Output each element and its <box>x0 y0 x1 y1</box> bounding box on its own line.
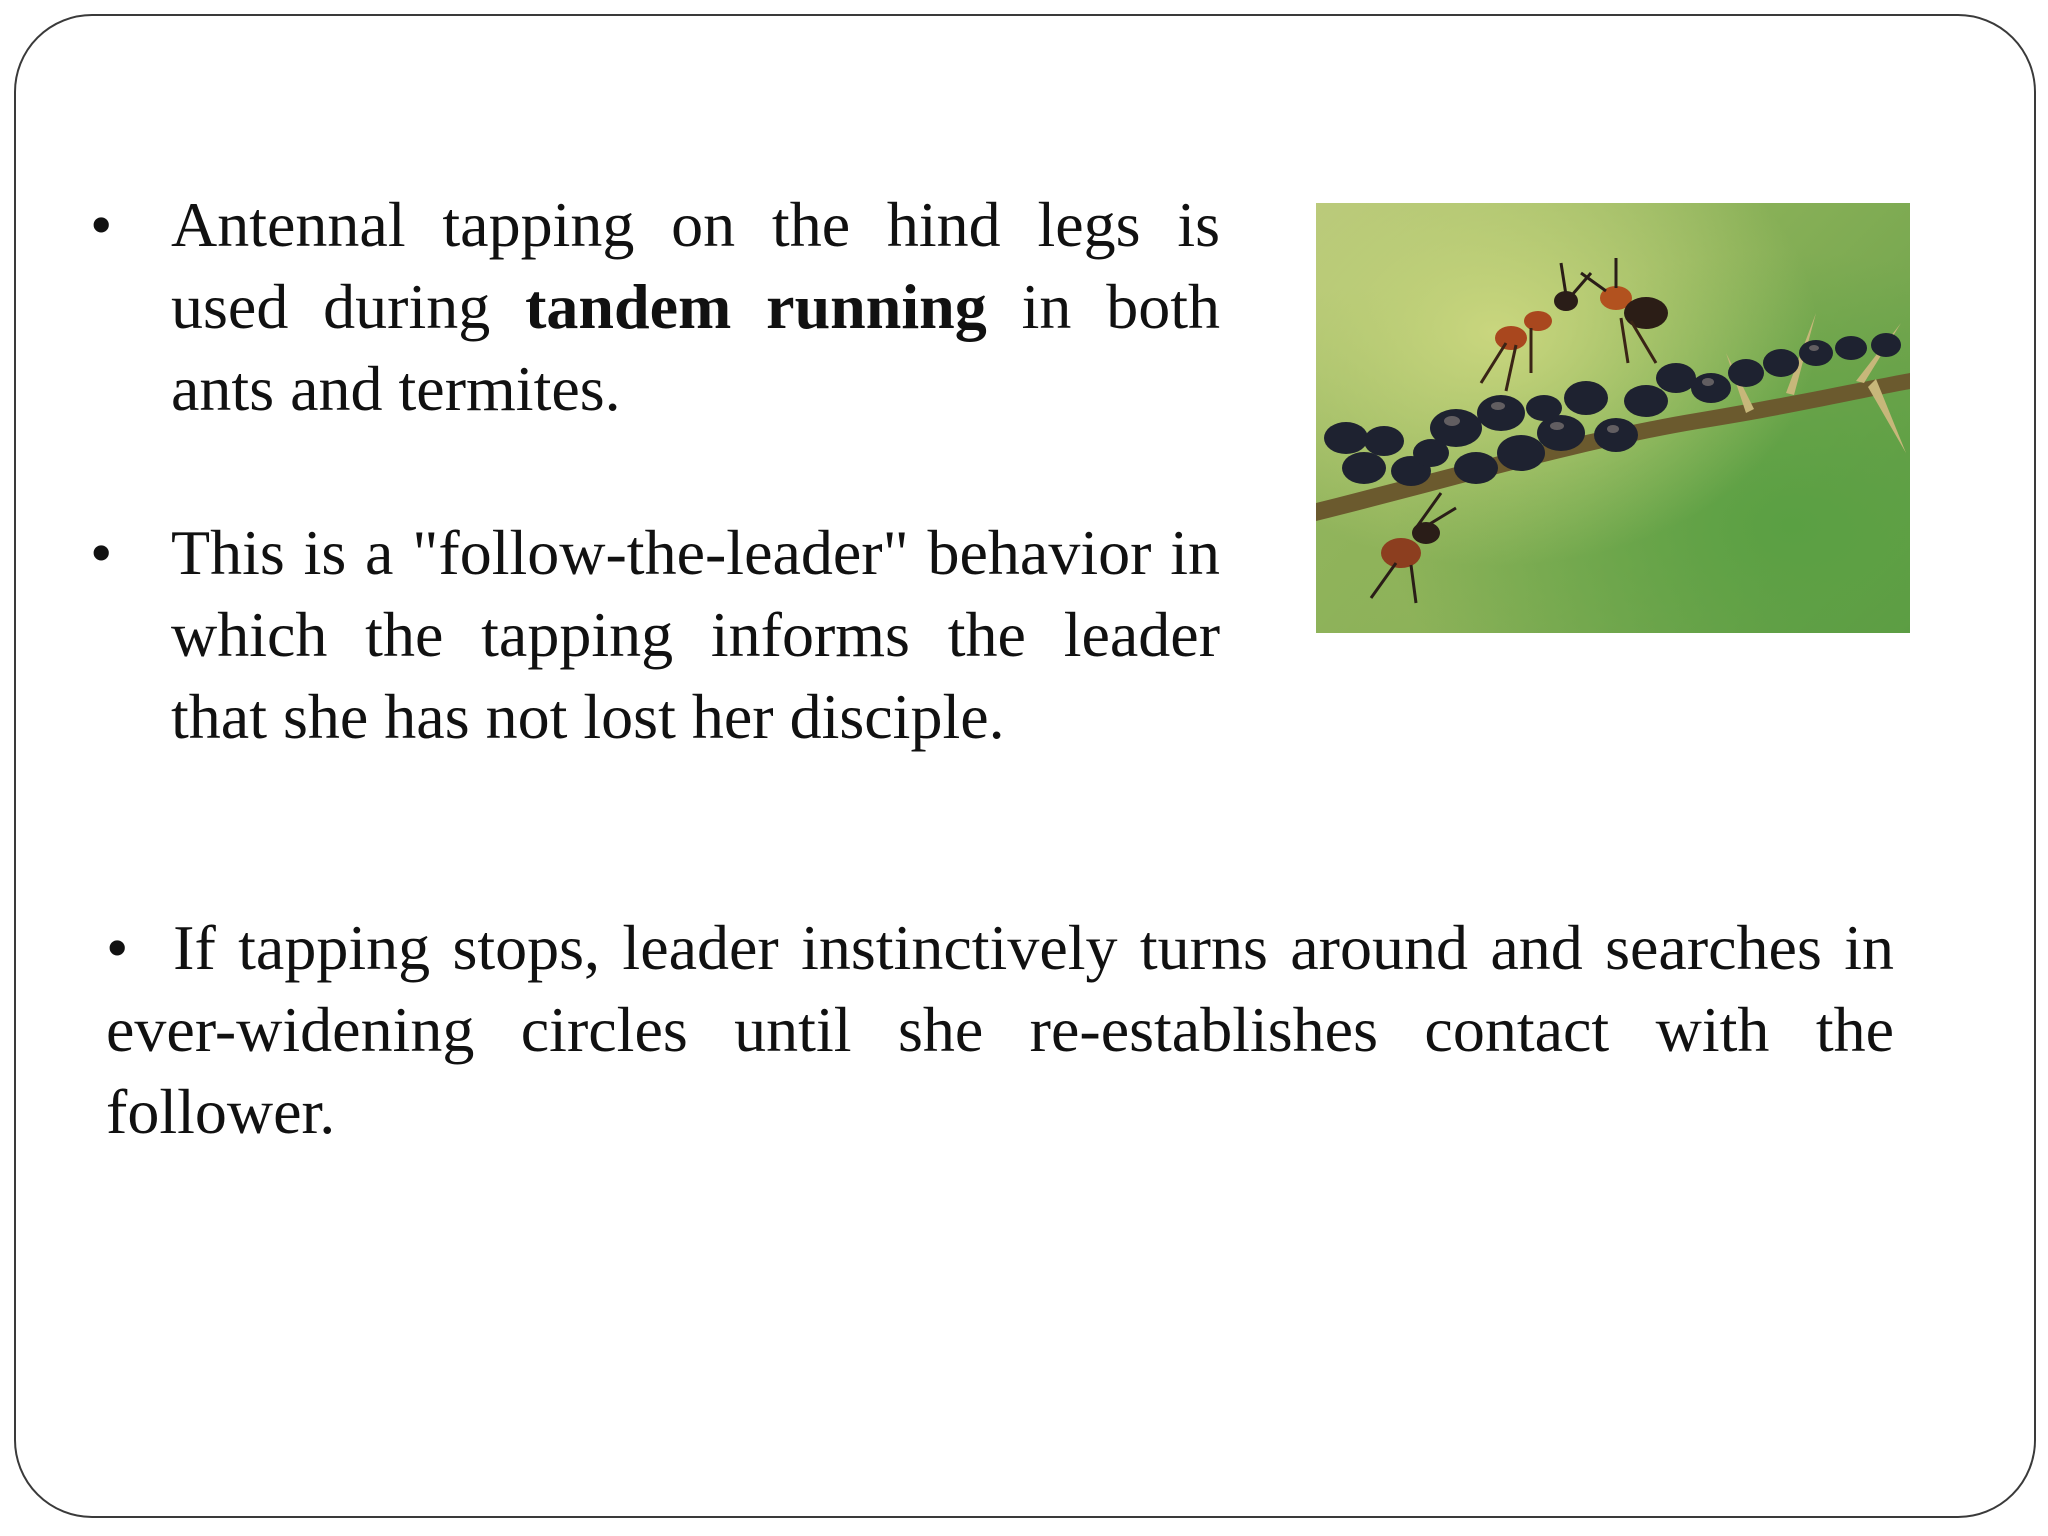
bullet-marker: • <box>106 912 129 983</box>
bullet-1-emphasis: tandem running <box>525 271 987 342</box>
bullet-marker: • <box>90 189 113 260</box>
bullet-3 <box>106 907 1894 1153</box>
bullet-1-text-a: Antennal tapping on the hind legs is used during <box>171 189 1220 342</box>
aphid-cluster <box>1324 333 1901 486</box>
photo-illustration <box>1316 203 1910 633</box>
bullet-2-text: This is a "follow-the-leader" behavior in which the tapping informs the leader that she has not lost her disciple. <box>171 517 1220 752</box>
ant-bottom <box>1371 493 1456 603</box>
ant-right <box>1581 258 1668 363</box>
bullet-marker: • <box>90 517 113 588</box>
bullet-1 <box>90 184 1220 430</box>
bullet-3-text: If tapping stops, leader instinctively turns around and searches in ever-widening circles until she re-establishes contact with the follower. <box>106 912 1895 1147</box>
bullet-1-text <box>171 184 1220 430</box>
bullet-1-text-c: in both ants and termites. <box>171 271 1221 424</box>
ants-on-branch-photo <box>1316 203 1910 633</box>
bullet-2 <box>90 512 1220 758</box>
ant-top <box>1481 263 1591 391</box>
